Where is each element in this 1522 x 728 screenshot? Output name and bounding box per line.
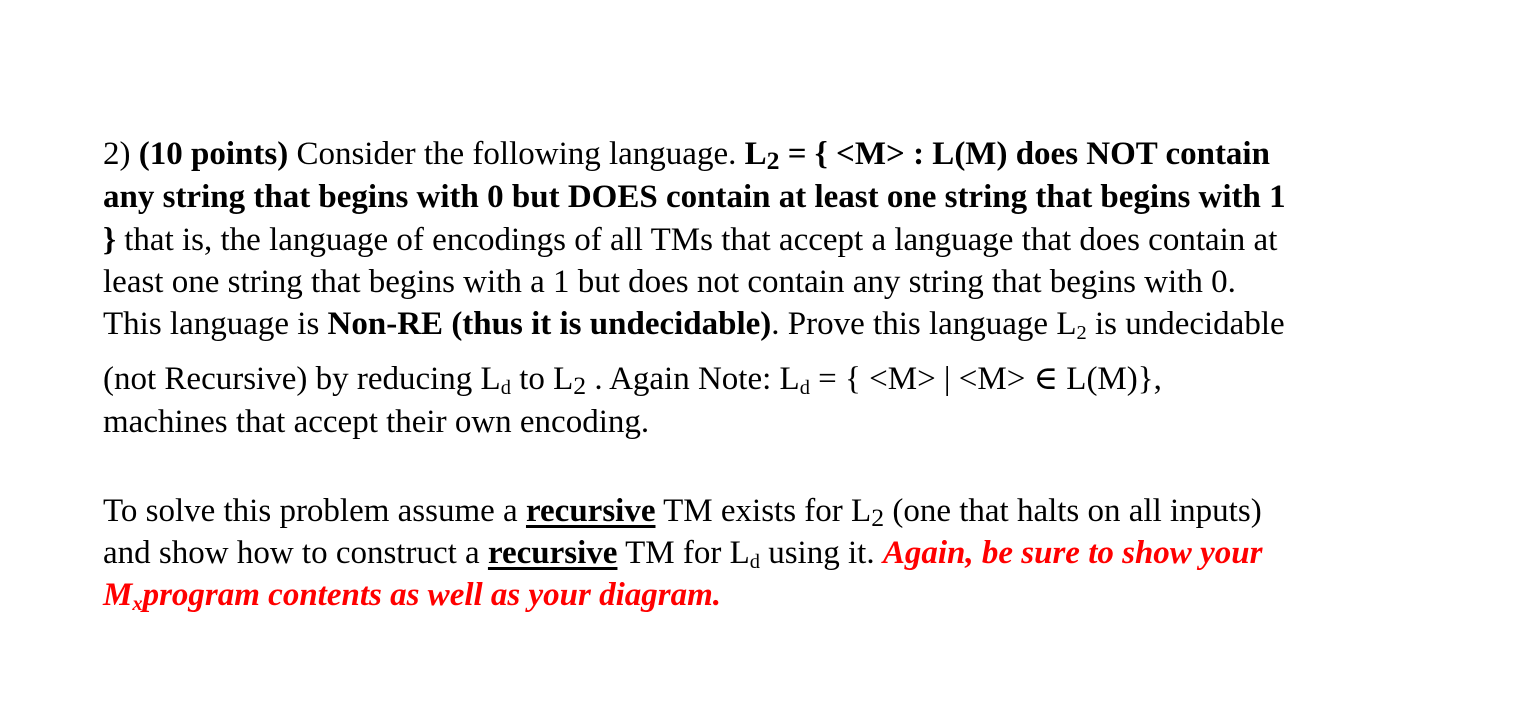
problem-points: (10 points) [138, 136, 289, 172]
problem-line-3-text: that is, the language of encodings of all TMs that accept a language that does contain at [116, 222, 1278, 258]
problem-number: 2) [103, 136, 139, 172]
problem-line-5: This language is Non-RE (thus it is undecidable). Prove this language $L_2$ is undecidable [103, 306, 1285, 345]
instructions-line-3: $M_xprogram$ contents as well as your diagram. [103, 577, 722, 616]
problem-line-1: 2) (10 points) Consider the following language. L2 = { <M> : L(M) does NOT contain [103, 136, 1270, 176]
problem-line-3: } that is, the language of encodings of all TMs that accept a language that does contain at [103, 222, 1278, 258]
recursive-emphasis-2: recursive [487, 535, 618, 571]
instructions-line-1: To solve this problem assume a recursive TM exists for L2 (one that halts on all inputs) [103, 493, 1262, 533]
red-reminder-2: program contents as well as your diagram. [142, 577, 722, 613]
red-reminder: Again, be sure to show your [882, 535, 1263, 571]
non-re-statement: Non-RE (thus it is undecidable) [327, 306, 772, 342]
problem-line-6: (not Recursive) by reducing $L_d$ to L2 . Again Note: $L_d$ = { <M> | <M> ∈ L(M)}, [103, 361, 1162, 401]
instructions-line-2: and show how to construct a recursive TM for $L_d$ using it. Again, be sure to show your [103, 535, 1263, 574]
recursive-emphasis: recursive [525, 493, 656, 529]
problem-line-2: any string that begins with 0 but DOES contain at least one string that begins with 1 [103, 179, 1286, 215]
problem-line-7: machines that accept their own encoding. [103, 404, 650, 440]
problem-line-4: least one string that begins with a 1 but does not contain any string that begins with 0. [103, 264, 1236, 300]
